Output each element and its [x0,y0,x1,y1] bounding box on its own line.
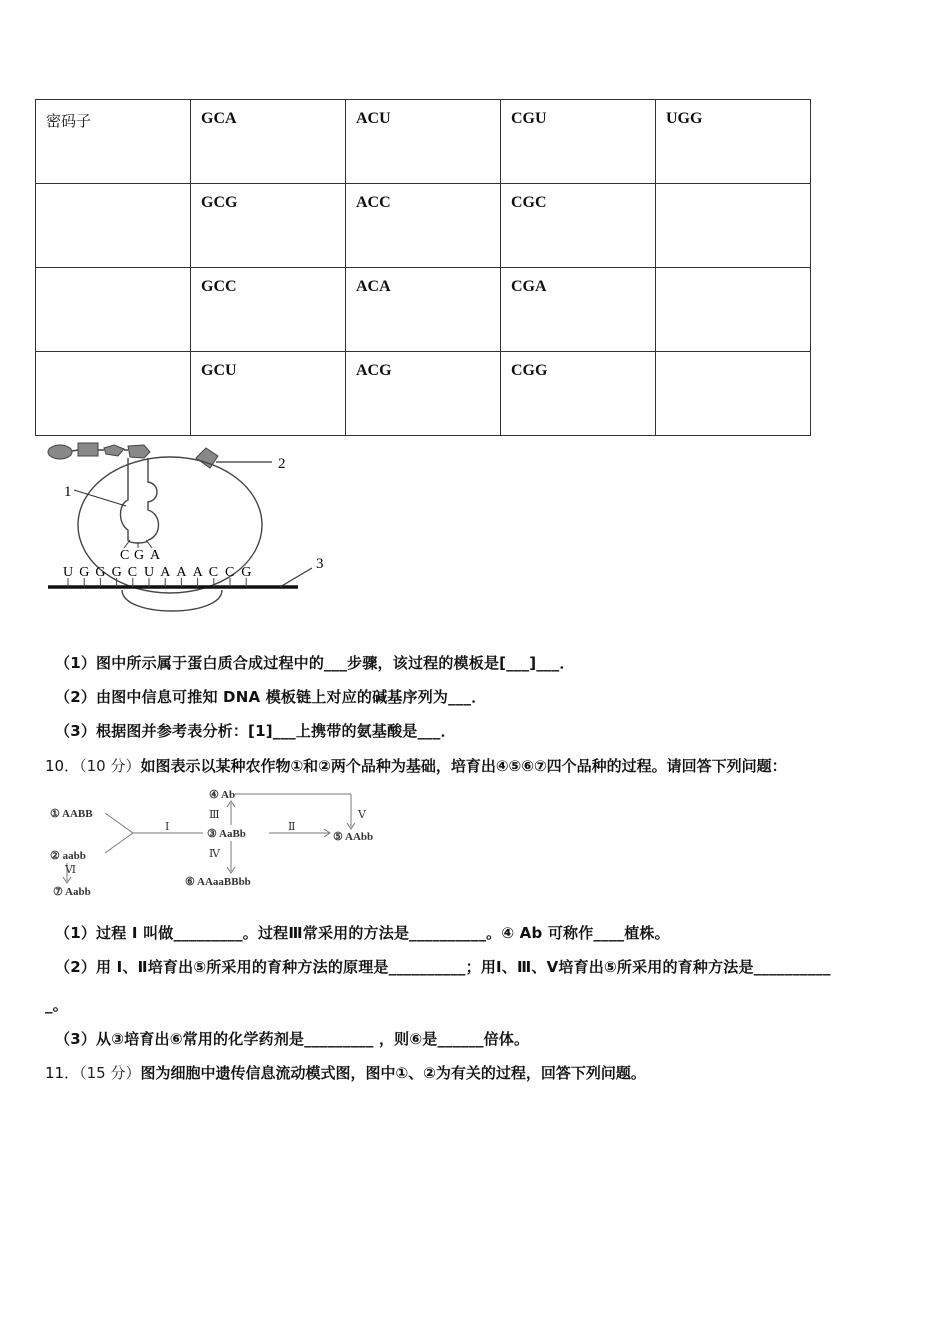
translation-diagram [40,440,340,630]
table-cell: ACA [346,268,501,352]
anticodon-base: G [134,548,145,563]
breeding-diagram [45,785,405,900]
table-cell [656,352,811,436]
node-6: ⑥ AAaaBBbb [185,876,251,888]
question-points: （15 分） [79,1064,141,1082]
table-cell: 密码子 [36,100,191,184]
q10-subquestion-1: （1）过程 I 叫做_________。过程Ⅲ常采用的方法是__________。④ Ab 可称作____植株。 [55,924,670,942]
table-cell: CGC [501,184,656,268]
amino-acid-shape [78,443,98,456]
node-3: ③ AaBb [207,828,246,840]
process-1-label: Ⅰ [165,821,170,833]
q10-subquestion-2-continued: _。 [45,996,68,1014]
question-stem: 图为细胞中遗传信息流动模式图，图中①、②为有关的过程，回答下列问题。 [140,1064,646,1082]
table-cell: CGA [501,268,656,352]
table-cell: ACG [346,352,501,436]
process-2-label: Ⅱ [288,821,296,833]
table-row [36,100,811,184]
table-row [36,268,811,352]
process-6-label: Ⅵ [65,864,77,876]
q9-subquestion-1: （1）图中所示属于蛋白质合成过程中的___步骤，该过程的模板是[___]___． [55,654,575,672]
mrna-base: G [79,565,90,580]
table-row [36,184,811,268]
label-amino: 2 [278,456,286,472]
table-cell [36,184,191,268]
node-4: ④ Ab [209,789,236,801]
mrna-base: G [95,565,106,580]
table-cell: UGG [656,100,811,184]
mrna-base: C [208,565,219,580]
amino-acid-shape [104,445,124,456]
label-trna: 1 [64,484,72,500]
table-cell: CGG [501,352,656,436]
codon-table [35,99,811,436]
question-points: （10 分） [79,757,141,775]
table-cell [36,352,191,436]
table-row [36,352,811,436]
mrna-base: A [176,565,187,580]
table-cell: GCA [191,100,346,184]
node-7: ⑦ Aabb [53,886,91,898]
table-cell: GCG [191,184,346,268]
label-mrna: 3 [316,556,324,572]
amino-acid-shape [48,445,72,459]
table-cell: GCU [191,352,346,436]
q9-subquestion-3: （3）根据图并参考表分析：[1]___上携带的氨基酸是___． [55,722,456,740]
node-2: ② aabb [50,850,86,862]
table-cell: ACU [346,100,501,184]
mrna-base: C [225,565,235,580]
process-3-label: Ⅲ [209,809,220,821]
amino-acid-shape [128,445,150,458]
question-number: 10． [45,757,80,775]
q10-subquestion-2: （2）用 I、Ⅱ培育出⑤所采用的育种方法的原理是__________；用Ⅰ、Ⅲ、Ⅴ培育出⑤所采用的育种方法是__________ [55,958,831,976]
mrna-base: A [160,565,171,580]
table-cell [656,184,811,268]
q9-subquestion-2: （2）由图中信息可推知 DNA 模板链上对应的碱基序列为___． [55,688,487,706]
mrna-base: C [127,565,138,580]
mrna-base: U [63,565,74,580]
process-5-label: Ⅴ [358,809,366,821]
mrna-base: G [241,565,252,580]
anticodon-base: A [150,548,161,563]
mrna-base: U [144,565,155,580]
anticodon-base: C [120,548,130,563]
process-4-label: Ⅳ [209,848,220,860]
mrna-base: A [192,565,203,580]
node-5: ⑤ AAbb [333,831,374,843]
mrna-base: G [111,565,122,580]
trna-shape [121,458,159,540]
question-stem: 如图表示以某种农作物①和②两个品种为基础，培育出④⑤⑥⑦四个品种的过程。请回答下列问题： [140,757,787,775]
table-cell [36,268,191,352]
q11-stem-line [45,1062,646,1083]
question-number: 11． [45,1064,80,1082]
node-1: ① AABB [50,808,93,820]
table-cell: GCC [191,268,346,352]
table-cell [656,268,811,352]
table-cell: CGU [501,100,656,184]
table-cell: ACC [346,184,501,268]
q10-subquestion-3: （3）从③培育出⑥常用的化学药剂是_________ ，则⑥是______倍体。 [55,1030,530,1048]
q10-stem-line [45,755,787,776]
